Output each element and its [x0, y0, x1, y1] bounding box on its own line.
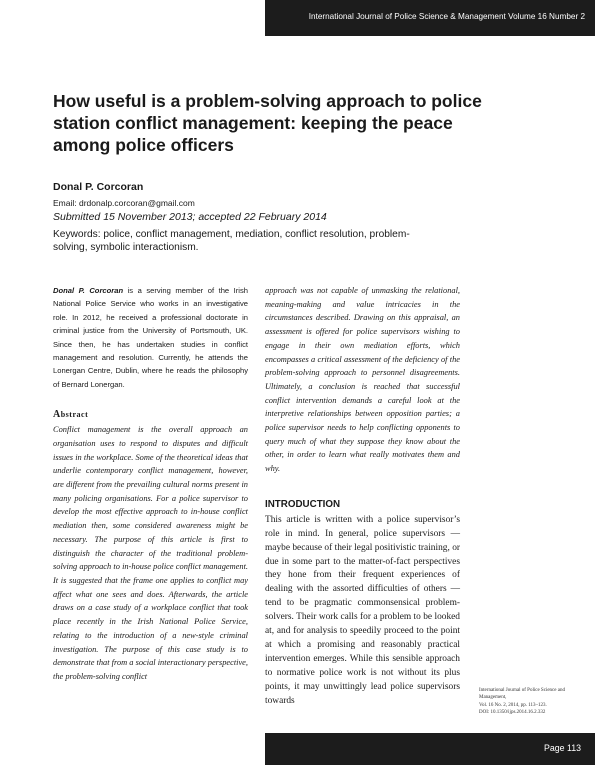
sidenote-journal: International Journal of Police Science and Management,	[479, 688, 565, 701]
journal-name: International Journal of Police Science & Management Volume 16 Number 2	[308, 12, 585, 21]
submission-dates: Submitted 15 November 2013; accepted 22 February 2014	[53, 211, 327, 223]
keywords: Keywords: police, conflict management, mediation, conflict resolution, problem-solving, symbolic interactionism.	[53, 229, 410, 253]
abstract-text-part1: Conflict management is the overall approach an organisation uses to respond to disputes and difficult issues in the workplace. Some of the theoretical ideas that underlie contemporary conflict management, however, are different from the prevailing cultural norms present in many policing organisations. For a police supervisor to develop the most effective approach to in-house conflict mediation then, some considered awareness might be necessary. The purpose of this article is first to distinguish the character of the traditional problem-solving approach to in-house police conflict management. It is suggested that the frame one applies to conflict may affect what one sees and does. Afterwards, the article draws on a case study of a workplace conflict that took place recently in the Irish National Police Service, relating to the introduction of a new-style criminal investigation. The purpose of this case study is to demonstrate that from a social interactionary perspective, the problem-solving conflict	[53, 425, 248, 681]
abstract-heading: Abstract	[53, 409, 89, 421]
bio-text: is a serving member of the Irish National Police Service who works in an investigative role. In 2012, he received a professional doctorate in criminal justice from the University of Portsmouth, UK. Since then, he has undertaken studies in conflict management and resolution. Currently, he attends the Lonergan Centre, Dublin, where he reads the philosophy of Bernard Lonergan.	[53, 286, 249, 389]
abstract-text-part2: approach was not capable of unmasking the relational, meaning-making and value intricacies in the circumstances described. Drawing on this appraisal, an assessment is offered for police supervisors wishing to engage in their own mediation efforts, which encompasses a critical assessment of the deficiency of the problem-solving approach to personnel disagreements. Ultimately, a conclusion is reached that successful conflict intervention demands a careful look at the interpretive relationships between opposition parties; a police supervisor needs to help conflicting opponents to query much of what they suppose they know about the other, in order to learn what really motivates them and why.	[265, 286, 460, 474]
citation-sidenote	[479, 687, 569, 717]
right-column	[265, 284, 460, 709]
page-number: Page 113	[543, 743, 581, 753]
bio-author-name: Donal P. Corcoran	[53, 286, 124, 295]
author-email: Email: drdonalp.corcoran@gmail.com	[53, 198, 195, 208]
journal-header-bar	[265, 0, 595, 36]
author-bio	[53, 284, 248, 391]
article-title: How useful is a problem-solving approach to police station conflict management: keeping the peace among police officers	[53, 91, 482, 155]
page-footer-bar	[265, 733, 595, 765]
sidenote-doi: DOI: 10.1350/ijps.2014.16.2.332	[479, 710, 546, 716]
left-column	[53, 284, 248, 684]
sidenote-volume: Vol. 16 No. 2, 2014, pp. 113–123.	[479, 702, 547, 708]
introduction-heading: INTRODUCTION	[265, 498, 341, 510]
author-name: Donal P. Corcoran	[53, 181, 144, 193]
introduction-text: This article is written with a police supervisor’s role in mind. In general, police supervisors — maybe because of their legal positivistic training, or due in some part to the matter-of-fact perspectives they hone from their frequent experiences of dealing with the assorted difficulties of others — tend to be pragmatic commonsensical problem-solvers. Their work calls for a problem to be looked at, and for analysis to speedily proceed to the point at which a promising and reasonably practical intervention emerges. While this sensible approach to normative police work is not without its plus points, it may unwittingly lead police supervisors towards	[265, 514, 460, 706]
